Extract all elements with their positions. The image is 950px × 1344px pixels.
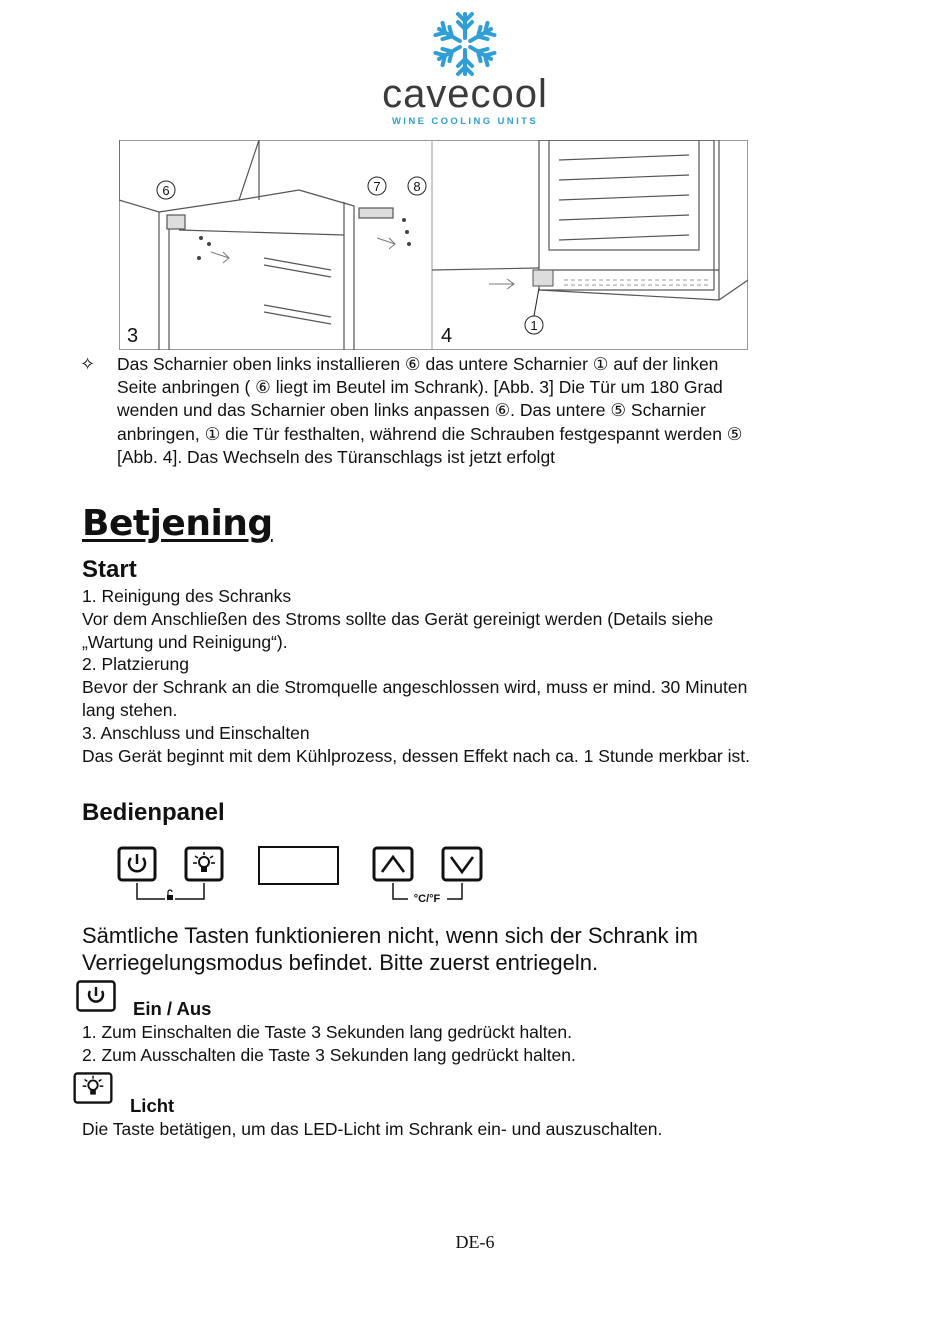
power-icon (76, 980, 116, 1012)
figure-4-label: 4 (441, 325, 453, 347)
brand-tagline: WINE COOLING UNITS (391, 116, 539, 127)
start-heading: Start (82, 556, 137, 583)
callout-6: 6 (162, 183, 170, 198)
instruction-line: wenden und das Scharnier oben links anpassen ⑥. Das untere ⑤ Scharnier (117, 400, 706, 421)
start-line: Bevor der Schrank an die Stromquelle angeschlossen wird, muss er mind. 30 Minuten (82, 677, 748, 698)
snowflake-icon (340, 8, 590, 78)
page-number: DE-6 (455, 1232, 495, 1252)
start-line: Das Gerät beginnt mit dem Kühlprozess, dessen Effekt nach ca. 1 Stunde merkbar ist. (82, 745, 750, 766)
instruction-line: Das Scharnier oben links installieren ⑥ das untere Scharnier ① auf der linken (117, 354, 719, 374)
hinge-installation-figure (119, 140, 748, 350)
control-panel-diagram (112, 843, 492, 905)
light-key-description: Die Taste betätigen, um das LED-Licht im Schrank ein- und auszuschalten. (82, 1119, 663, 1139)
instruction-line: [Abb. 4]. Das Wechseln des Türanschlags ist jetzt erfolgt (117, 446, 556, 467)
section-title: Betjening (82, 503, 273, 544)
start-line: Vor dem Anschließen des Stroms sollte das Gerät gereinigt werden (Details siehe (82, 608, 714, 629)
warning-line: Verriegelungsmodus befindet. Bitte zuerst entriegeln. (82, 950, 599, 975)
callout-7: 7 (373, 179, 381, 194)
start-line: 1. Reinigung des Schranks (82, 586, 292, 606)
power-key-line: 2. Zum Ausschalten die Taste 3 Sekunden lang gedrückt halten. (82, 1045, 576, 1065)
hinge-instructions (80, 353, 870, 469)
start-line: „Wartung und Reinigung“). (82, 631, 288, 652)
callout-8: 8 (413, 179, 421, 194)
power-key-label: Ein / Aus (133, 998, 212, 1019)
start-steps (82, 585, 882, 767)
power-icon (119, 848, 155, 880)
callout-1: 1 (530, 318, 538, 333)
warning-line: Sämtliche Tasten funktionieren nicht, wenn sich der Schrank im (82, 923, 698, 948)
light-key-icon-box (73, 1072, 113, 1109)
control-panel-heading: Bedienpanel (82, 799, 225, 826)
down-arrow-icon (443, 848, 481, 880)
brand-logo (340, 8, 590, 127)
start-line: 2. Platzierung (82, 654, 190, 675)
lock-warning (82, 922, 882, 976)
start-line: 3. Anschluss und Einschalten (82, 722, 310, 743)
light-icon (73, 1072, 113, 1104)
unit-label: °C/°F (413, 893, 441, 905)
display-window (259, 847, 338, 884)
power-key-description (82, 1021, 882, 1067)
up-arrow-icon (374, 848, 412, 880)
instruction-line: anbringen, ① die Tür festhalten, während die Schrauben festgespannt werden ⑤ (117, 423, 743, 444)
light-icon (186, 848, 222, 880)
brand-name: cavecool (382, 72, 548, 116)
lock-icon (165, 890, 175, 901)
power-key-icon-box (76, 980, 116, 1017)
start-line: lang stehen. (82, 699, 178, 720)
bullet-star-icon: ✧ (80, 354, 96, 374)
light-key-label: Licht (130, 1095, 175, 1116)
figure-3-label: 3 (127, 325, 139, 347)
power-key-line: 1. Zum Einschalten die Taste 3 Sekunden lang gedrückt halten. (82, 1022, 572, 1042)
instruction-line: Seite anbringen ( ⑥ liegt im Beutel im Schrank). [Abb. 3] Die Tür um 180 Grad (117, 377, 723, 398)
